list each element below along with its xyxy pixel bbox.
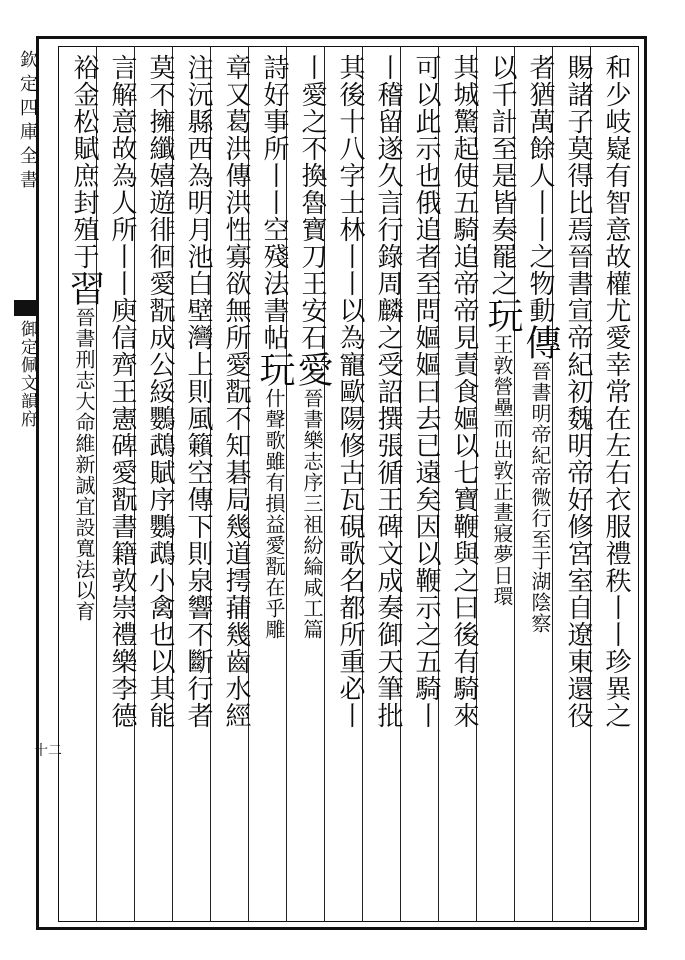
column-3-note: 晉書明帝紀帝微行至于湖陰察 <box>528 361 552 634</box>
running-head: 欽定四庫全書 <box>17 50 38 194</box>
entry-head-wan: 玩 <box>482 297 523 334</box>
column-10-text: 詩好事所丨丨空殘法書帖 <box>259 54 289 351</box>
text-column-12: 注沅縣西為明月池白壁灣上則風籟空傳下則泉響不斷行者 <box>183 54 213 729</box>
text-column-10 <box>254 54 295 916</box>
text-column-5: 其城驚起使五騎追帝帝見責食嫗以七寶鞭與之曰後有騎來 <box>449 54 479 729</box>
text-column-11: 章又葛洪傳洪性寡欲無所愛翫不知碁局幾道摴蒱幾齒水經 <box>221 54 251 729</box>
entry-head-wan-2: 玩 <box>254 351 295 388</box>
column-15-text: 裕金松賦庶封殖于 <box>69 54 99 270</box>
text-column-3 <box>520 54 561 916</box>
entry-head-xi: 習 <box>64 270 105 307</box>
column-9-text: 丨愛之不換魯寶刀王安石 <box>297 54 327 351</box>
column-3-text: 者猶萬餘人丨丨之物動 <box>525 54 555 324</box>
entry-head-ai: 愛 <box>292 351 333 388</box>
fishtail-mark <box>14 300 36 316</box>
text-column-9 <box>292 54 333 916</box>
column-4-note: 王敦營壘而出敦正晝寢夢日環 <box>490 334 514 607</box>
text-column-2: 賜諸子莫得比焉晉書宣帝紀初魏明帝好修宮室自遼東還役 <box>563 54 593 729</box>
book-title: 御定佩文韻府 <box>17 320 37 428</box>
text-column-8: 其後十八字士林丨丨以為寵歐陽修古瓦硯歌名都所重必丨 <box>335 54 365 729</box>
column-15-note: 晉書刑志大命維新誠宜設寬法以育 <box>72 307 96 622</box>
text-column-4 <box>482 54 523 916</box>
column-4-text: 以千計至是皆奏罷之 <box>487 54 517 297</box>
column-10-note: 什聲歌雖有損益愛翫在乎雕 <box>262 388 286 640</box>
text-column-7: 丨稽留遂久言行錄周麟之受詔撰張循王碑文成奏御天筆批 <box>373 54 403 729</box>
text-column-13: 莫不擁纖嬉遊徘徊愛翫成公綏鸚鵡賦序鸚鵡小禽也以其能 <box>145 54 175 729</box>
text-column-1: 和少岐嶷有智意故權尤愛幸常在左右衣服禮秩丨丨珍異之 <box>601 54 631 729</box>
page-number: 十二 <box>34 743 62 759</box>
text-column-6: 可以此示也俄追者至問嫗嫗曰去已遠矣因以鞭示之五騎丨 <box>411 54 441 729</box>
text-column-14: 言解意故為人所丨丨庾信齊王憲碑愛翫書籍敦崇禮樂李德 <box>107 54 137 729</box>
text-column-15 <box>64 54 105 916</box>
entry-head-chuan: 傳 <box>520 324 561 361</box>
column-9-note: 晉書樂志序三祖紛綸咸工篇 <box>300 388 324 640</box>
